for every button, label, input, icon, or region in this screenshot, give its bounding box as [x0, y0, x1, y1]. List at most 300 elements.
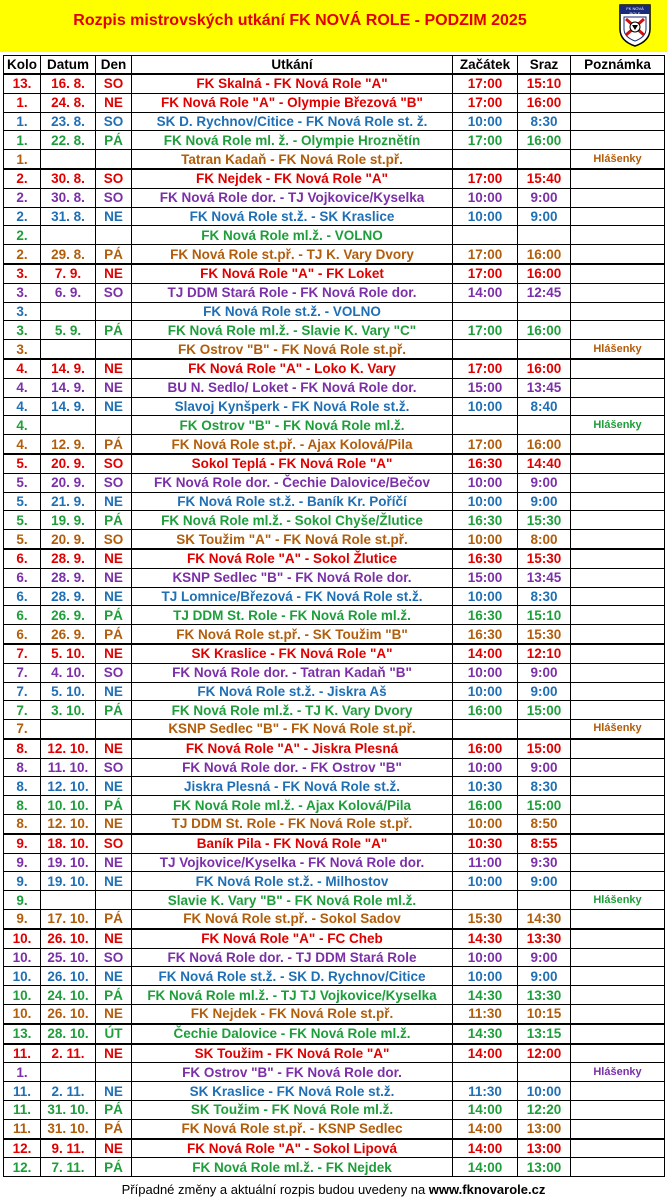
cell-zacatek: 10:00 — [453, 682, 518, 701]
table-row — [4, 986, 665, 1005]
cell-sraz — [518, 416, 571, 435]
cell-datum: 10. 10. — [41, 796, 96, 815]
cell-den: SO — [96, 663, 132, 682]
cell-den: SO — [96, 948, 132, 967]
table-row — [4, 302, 665, 321]
cell-utkani: TJ Lomnice/Březová - FK Nová Role st.ž. — [132, 587, 453, 606]
cell-den: PÁ — [96, 796, 132, 815]
cell-sraz: 15:40 — [518, 169, 571, 188]
cell-kolo: 8. — [4, 796, 41, 815]
col-header-kolo: Kolo — [4, 56, 41, 75]
cell-kolo: 8. — [4, 777, 41, 796]
cell-zacatek: 11:00 — [453, 853, 518, 872]
cell-datum: 29. 8. — [41, 245, 96, 264]
cell-kolo: 11. — [4, 1119, 41, 1138]
cell-poznamka — [571, 473, 665, 492]
cell-zacatek: 10:00 — [453, 112, 518, 131]
cell-kolo: 3. — [4, 340, 41, 359]
cell-den: NE — [96, 967, 132, 986]
cell-zacatek: 14:00 — [453, 1044, 518, 1063]
cell-den: NE — [96, 1044, 132, 1063]
cell-poznamka — [571, 1024, 665, 1044]
cell-poznamka — [571, 568, 665, 587]
cell-kolo: 4. — [4, 378, 41, 397]
cell-den: PÁ — [96, 1119, 132, 1138]
cell-utkani: SK Toužim "A" - FK Nová Role st.př. — [132, 530, 453, 549]
table-row — [4, 1158, 665, 1177]
cell-den: NE — [96, 378, 132, 397]
cell-utkani: BU N. Sedlo/ Loket - FK Nová Role dor. — [132, 378, 453, 397]
cell-sraz: 16:00 — [518, 131, 571, 150]
cell-sraz: 16:00 — [518, 435, 571, 454]
cell-zacatek: 10:00 — [453, 815, 518, 834]
col-header-poznamka: Poznámka — [571, 56, 665, 75]
cell-datum: 4. 10. — [41, 663, 96, 682]
cell-poznamka — [571, 777, 665, 796]
cell-sraz: 13:30 — [518, 986, 571, 1005]
cell-utkani: FK Nová Role "A" - FC Cheb — [132, 929, 453, 948]
table-row — [4, 1119, 665, 1138]
cell-zacatek: 15:00 — [453, 378, 518, 397]
cell-poznamka — [571, 910, 665, 929]
table-row — [4, 530, 665, 549]
cell-poznamka: Hlášenky — [571, 891, 665, 910]
cell-utkani: FK Nová Role ml.ž. - Ajax Kolová/Pila — [132, 796, 453, 815]
cell-den: PÁ — [96, 1101, 132, 1120]
cell-utkani: FK Nová Role "A" - Sokol Lipová — [132, 1139, 453, 1158]
cell-kolo: 9. — [4, 910, 41, 929]
schedule-table — [3, 55, 665, 1177]
table-row — [4, 340, 665, 359]
cell-kolo: 8. — [4, 739, 41, 758]
table-row — [4, 948, 665, 967]
table-row — [4, 1063, 665, 1082]
cell-poznamka — [571, 929, 665, 948]
table-row — [4, 264, 665, 283]
table-row — [4, 359, 665, 378]
cell-datum: 16. 8. — [41, 74, 96, 93]
cell-poznamka — [571, 872, 665, 891]
cell-kolo: 9. — [4, 834, 41, 853]
cell-den: NE — [96, 1139, 132, 1158]
table-row — [4, 834, 665, 853]
cell-zacatek — [453, 150, 518, 169]
cell-poznamka: Hlášenky — [571, 416, 665, 435]
cell-datum: 5. 10. — [41, 644, 96, 663]
cell-utkani: FK Nová Role "A" - Olympie Březová "B" — [132, 93, 453, 112]
cell-utkani: FK Nová Role dor. - TJ Vojkovice/Kyselka — [132, 188, 453, 207]
cell-poznamka — [571, 1119, 665, 1138]
table-row — [4, 112, 665, 131]
table-row — [4, 207, 665, 226]
cell-sraz: 9:00 — [518, 682, 571, 701]
cell-sraz: 9:00 — [518, 872, 571, 891]
cell-den — [96, 891, 132, 910]
cell-den: NE — [96, 929, 132, 948]
cell-sraz: 8:30 — [518, 112, 571, 131]
table-row — [4, 378, 665, 397]
cell-sraz: 15:10 — [518, 74, 571, 93]
cell-poznamka — [571, 796, 665, 815]
cell-den: NE — [96, 777, 132, 796]
cell-kolo: 4. — [4, 397, 41, 416]
cell-datum: 28. 9. — [41, 587, 96, 606]
table-row — [4, 321, 665, 340]
cell-zacatek — [453, 720, 518, 739]
cell-datum: 12. 10. — [41, 815, 96, 834]
cell-datum: 11. 10. — [41, 758, 96, 777]
cell-utkani: Slavie K. Vary "B" - FK Nová Role ml.ž. — [132, 891, 453, 910]
cell-datum: 30. 8. — [41, 169, 96, 188]
table-row — [4, 1139, 665, 1158]
cell-den: PÁ — [96, 131, 132, 150]
cell-den: NE — [96, 587, 132, 606]
cell-den: NE — [96, 568, 132, 587]
cell-sraz: 12:10 — [518, 644, 571, 663]
cell-sraz — [518, 302, 571, 321]
cell-datum: 19. 9. — [41, 511, 96, 530]
cell-zacatek: 17:00 — [453, 359, 518, 378]
cell-kolo: 6. — [4, 625, 41, 644]
cell-sraz: 8:30 — [518, 777, 571, 796]
cell-zacatek — [453, 340, 518, 359]
cell-kolo: 3. — [4, 321, 41, 340]
cell-datum: 28. 10. — [41, 1024, 96, 1044]
cell-datum: 28. 9. — [41, 568, 96, 587]
cell-kolo: 2. — [4, 226, 41, 245]
cell-datum: 28. 9. — [41, 549, 96, 568]
cell-kolo: 12. — [4, 1158, 41, 1177]
cell-den — [96, 720, 132, 739]
cell-den: NE — [96, 1082, 132, 1101]
cell-utkani: FK Nová Role st.ž. - Jiskra Aš — [132, 682, 453, 701]
cell-den: PÁ — [96, 910, 132, 929]
cell-kolo: 10. — [4, 929, 41, 948]
cell-sraz: 9:00 — [518, 663, 571, 682]
table-row — [4, 568, 665, 587]
cell-kolo: 13. — [4, 74, 41, 93]
cell-den — [96, 226, 132, 245]
cell-sraz: 15:30 — [518, 625, 571, 644]
table-row — [4, 872, 665, 891]
cell-sraz: 9:30 — [518, 853, 571, 872]
cell-sraz: 9:00 — [518, 948, 571, 967]
cell-utkani: FK Nová Role "A" - FK Loket — [132, 264, 453, 283]
table-row — [4, 188, 665, 207]
cell-datum: 14. 9. — [41, 359, 96, 378]
cell-datum: 26. 9. — [41, 625, 96, 644]
cell-den: PÁ — [96, 321, 132, 340]
cell-datum — [41, 891, 96, 910]
table-row — [4, 549, 665, 568]
table-row — [4, 796, 665, 815]
cell-datum: 5. 10. — [41, 682, 96, 701]
cell-poznamka: Hlášenky — [571, 720, 665, 739]
cell-den: PÁ — [96, 245, 132, 264]
footer-link[interactable]: www.fknovarole.cz — [428, 1182, 546, 1197]
cell-den: NE — [96, 853, 132, 872]
cell-kolo: 8. — [4, 758, 41, 777]
cell-den: SO — [96, 169, 132, 188]
cell-utkani: TJ Vojkovice/Kyselka - FK Nová Role dor. — [132, 853, 453, 872]
cell-zacatek: 10:00 — [453, 207, 518, 226]
cell-poznamka — [571, 948, 665, 967]
cell-poznamka — [571, 226, 665, 245]
cell-zacatek: 17:00 — [453, 264, 518, 283]
cell-zacatek: 16:00 — [453, 739, 518, 758]
cell-kolo: 10. — [4, 967, 41, 986]
cell-zacatek: 17:00 — [453, 245, 518, 264]
cell-utkani: FK Nová Role "A" - Loko K. Vary — [132, 359, 453, 378]
cell-utkani: FK Nová Role dor. - TJ DDM Stará Role — [132, 948, 453, 967]
cell-sraz: 15:10 — [518, 606, 571, 625]
cell-poznamka — [571, 530, 665, 549]
cell-zacatek: 10:00 — [453, 872, 518, 891]
cell-den: SO — [96, 454, 132, 473]
logo-text: FK NOVÁ ROLE — [626, 6, 644, 16]
cell-poznamka — [571, 701, 665, 720]
table-row — [4, 720, 665, 739]
cell-datum: 14. 9. — [41, 397, 96, 416]
table-row — [4, 511, 665, 530]
cell-den: NE — [96, 492, 132, 511]
cell-kolo: 9. — [4, 853, 41, 872]
page-title: Rozpis mistrovských utkání FK NOVÁ ROLE - PODZIM 2025 — [73, 12, 527, 29]
cell-sraz: 16:00 — [518, 93, 571, 112]
table-row — [4, 1044, 665, 1063]
cell-den: PÁ — [96, 986, 132, 1005]
page-header — [0, 0, 667, 52]
cell-utkani: FK Nová Role st.ž. - SK D. Rychnov/Citice — [132, 967, 453, 986]
cell-den: PÁ — [96, 1158, 132, 1177]
cell-datum — [41, 302, 96, 321]
table-row — [4, 131, 665, 150]
cell-sraz: 8:55 — [518, 834, 571, 853]
cell-utkani: Slavoj Kynšperk - FK Nová Role st.ž. — [132, 397, 453, 416]
cell-sraz: 10:00 — [518, 1082, 571, 1101]
table-row — [4, 663, 665, 682]
cell-datum: 18. 10. — [41, 834, 96, 853]
cell-sraz: 13:30 — [518, 929, 571, 948]
cell-poznamka — [571, 682, 665, 701]
cell-kolo: 5. — [4, 530, 41, 549]
cell-sraz: 16:00 — [518, 359, 571, 378]
cell-datum: 9. 11. — [41, 1139, 96, 1158]
cell-utkani: FK Nová Role dor. - Tatran Kadaň "B" — [132, 663, 453, 682]
cell-utkani: FK Nová Role st.ž. - VOLNO — [132, 302, 453, 321]
cell-kolo: 2. — [4, 169, 41, 188]
cell-zacatek: 16:30 — [453, 454, 518, 473]
table-row — [4, 245, 665, 264]
cell-datum: 19. 10. — [41, 872, 96, 891]
cell-poznamka — [571, 283, 665, 302]
table-row — [4, 226, 665, 245]
cell-den: NE — [96, 739, 132, 758]
cell-zacatek: 14:00 — [453, 283, 518, 302]
table-row — [4, 1101, 665, 1120]
cell-poznamka — [571, 815, 665, 834]
cell-utkani: FK Nová Role dor. - Čechie Dalovice/Bečov — [132, 473, 453, 492]
cell-sraz: 9:00 — [518, 207, 571, 226]
cell-poznamka — [571, 625, 665, 644]
cell-zacatek: 10:00 — [453, 663, 518, 682]
cell-den: SO — [96, 74, 132, 93]
cell-utkani: FK Nová Role "A" - Jiskra Plesná — [132, 739, 453, 758]
cell-datum: 7. 11. — [41, 1158, 96, 1177]
cell-datum: 17. 10. — [41, 910, 96, 929]
cell-kolo: 1. — [4, 150, 41, 169]
cell-poznamka — [571, 454, 665, 473]
cell-den: PÁ — [96, 511, 132, 530]
table-row — [4, 1024, 665, 1044]
table-row — [4, 891, 665, 910]
table-row — [4, 1005, 665, 1024]
cell-zacatek: 16:00 — [453, 796, 518, 815]
cell-poznamka — [571, 1082, 665, 1101]
cell-den: NE — [96, 549, 132, 568]
cell-poznamka — [571, 245, 665, 264]
cell-datum: 24. 10. — [41, 986, 96, 1005]
cell-utkani: FK Nová Role st.ž. - Baník Kr. Poříčí — [132, 492, 453, 511]
cell-datum: 31. 10. — [41, 1101, 96, 1120]
cell-kolo: 10. — [4, 1005, 41, 1024]
cell-sraz: 12:45 — [518, 283, 571, 302]
cell-zacatek: 14:00 — [453, 1139, 518, 1158]
cell-sraz: 13:15 — [518, 1024, 571, 1044]
cell-sraz: 9:00 — [518, 473, 571, 492]
cell-datum — [41, 150, 96, 169]
cell-sraz: 14:30 — [518, 910, 571, 929]
cell-poznamka — [571, 321, 665, 340]
cell-kolo: 4. — [4, 435, 41, 454]
cell-sraz: 9:00 — [518, 492, 571, 511]
cell-sraz: 8:40 — [518, 397, 571, 416]
cell-datum: 31. 8. — [41, 207, 96, 226]
cell-den — [96, 416, 132, 435]
cell-kolo: 10. — [4, 948, 41, 967]
cell-utkani: TJ DDM Stará Role - FK Nová Role dor. — [132, 283, 453, 302]
cell-datum: 23. 8. — [41, 112, 96, 131]
cell-den — [96, 302, 132, 321]
table-row — [4, 758, 665, 777]
cell-utkani: FK Nová Role ml.ž. - FK Nejdek — [132, 1158, 453, 1177]
cell-sraz: 8:50 — [518, 815, 571, 834]
cell-sraz — [518, 1063, 571, 1082]
table-row — [4, 777, 665, 796]
cell-den — [96, 340, 132, 359]
cell-poznamka — [571, 549, 665, 568]
cell-poznamka — [571, 967, 665, 986]
table-row — [4, 416, 665, 435]
cell-zacatek: 14:00 — [453, 1119, 518, 1138]
cell-utkani: FK Ostrov "B" - FK Nová Role st.př. — [132, 340, 453, 359]
table-row — [4, 587, 665, 606]
cell-zacatek — [453, 891, 518, 910]
cell-datum: 24. 8. — [41, 93, 96, 112]
cell-kolo: 7. — [4, 720, 41, 739]
cell-zacatek: 10:00 — [453, 397, 518, 416]
cell-zacatek: 14:30 — [453, 929, 518, 948]
cell-zacatek: 14:00 — [453, 644, 518, 663]
cell-utkani: FK Ostrov "B" - FK Nová Role dor. — [132, 1063, 453, 1082]
cell-poznamka: Hlášenky — [571, 340, 665, 359]
cell-kolo: 12. — [4, 1139, 41, 1158]
cell-sraz: 14:40 — [518, 454, 571, 473]
table-row — [4, 644, 665, 663]
cell-poznamka — [571, 986, 665, 1005]
cell-datum: 6. 9. — [41, 283, 96, 302]
cell-utkani: FK Nová Role ml.ž. - Slavie K. Vary "C" — [132, 321, 453, 340]
cell-zacatek: 16:30 — [453, 606, 518, 625]
cell-sraz: 8:00 — [518, 530, 571, 549]
col-header-datum: Datum — [41, 56, 96, 75]
cell-datum: 20. 9. — [41, 454, 96, 473]
table-row — [4, 606, 665, 625]
cell-poznamka — [571, 492, 665, 511]
cell-den: NE — [96, 359, 132, 378]
cell-datum: 5. 9. — [41, 321, 96, 340]
cell-utkani: FK Nová Role st.ž. - Milhostov — [132, 872, 453, 891]
table-row — [4, 93, 665, 112]
cell-zacatek: 11:30 — [453, 1082, 518, 1101]
cell-poznamka — [571, 359, 665, 378]
table-row — [4, 910, 665, 929]
cell-den: SO — [96, 758, 132, 777]
cell-zacatek: 10:00 — [453, 587, 518, 606]
cell-kolo: 11. — [4, 1101, 41, 1120]
cell-utkani: FK Nová Role st.př. - TJ K. Vary Dvory — [132, 245, 453, 264]
cell-poznamka — [571, 739, 665, 758]
cell-utkani: TJ DDM St. Role - FK Nová Role st.př. — [132, 815, 453, 834]
cell-poznamka — [571, 853, 665, 872]
cell-den: NE — [96, 264, 132, 283]
cell-sraz — [518, 891, 571, 910]
cell-datum: 22. 8. — [41, 131, 96, 150]
cell-sraz: 12:20 — [518, 1101, 571, 1120]
cell-den: NE — [96, 815, 132, 834]
cell-zacatek: 17:00 — [453, 435, 518, 454]
cell-zacatek: 14:30 — [453, 986, 518, 1005]
cell-kolo: 9. — [4, 872, 41, 891]
cell-datum — [41, 226, 96, 245]
cell-poznamka — [571, 207, 665, 226]
cell-sraz: 15:00 — [518, 739, 571, 758]
cell-zacatek: 17:00 — [453, 74, 518, 93]
col-header-sraz: Sraz — [518, 56, 571, 75]
cell-kolo: 1. — [4, 131, 41, 150]
cell-utkani: KSNP Sedlec "B" - FK Nová Role st.př. — [132, 720, 453, 739]
cell-datum: 20. 9. — [41, 473, 96, 492]
cell-poznamka — [571, 1101, 665, 1120]
cell-datum: 26. 10. — [41, 929, 96, 948]
cell-utkani: FK Nová Role ml.ž. - VOLNO — [132, 226, 453, 245]
cell-kolo: 6. — [4, 549, 41, 568]
cell-datum: 21. 9. — [41, 492, 96, 511]
cell-utkani: FK Nová Role ml. ž. - Olympie Hroznětín — [132, 131, 453, 150]
cell-poznamka — [571, 834, 665, 853]
cell-sraz: 8:30 — [518, 587, 571, 606]
table-row — [4, 739, 665, 758]
cell-den: PÁ — [96, 625, 132, 644]
cell-kolo: 2. — [4, 188, 41, 207]
cell-sraz — [518, 226, 571, 245]
cell-zacatek: 10:00 — [453, 492, 518, 511]
cell-den: SO — [96, 112, 132, 131]
footer-text: Případné změny a aktuální rozpis budou uvedeny na — [121, 1182, 429, 1197]
table-row — [4, 682, 665, 701]
table-row — [4, 283, 665, 302]
cell-sraz: 10:15 — [518, 1005, 571, 1024]
